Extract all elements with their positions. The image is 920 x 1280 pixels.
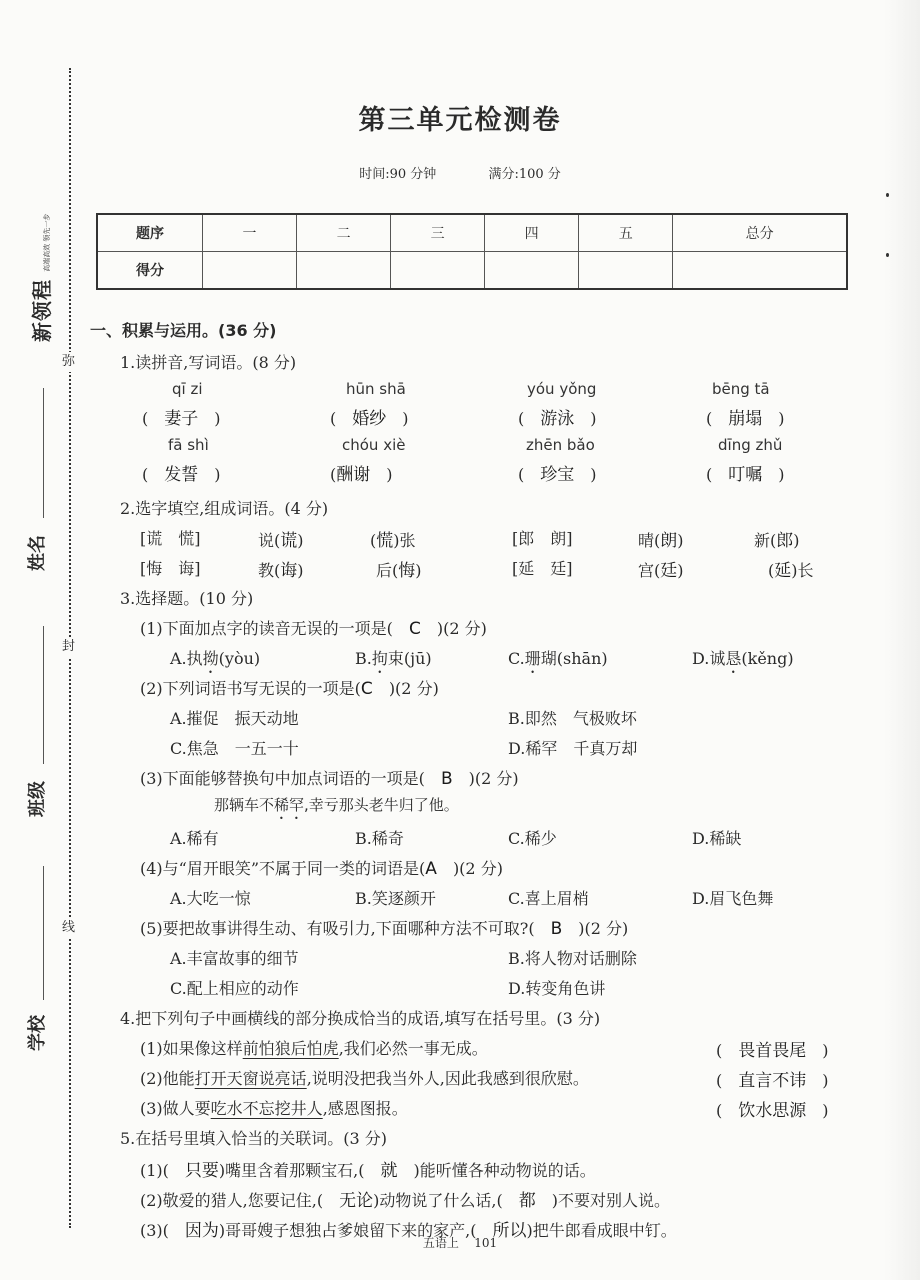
q2-row: [延 廷] (512, 559, 573, 578)
answer-box[interactable]: ( 游泳 ) (518, 409, 597, 429)
option: C.珊瑚(shān) (508, 649, 608, 668)
pinyin: hūn shā (346, 380, 406, 398)
score-cell-header: 四 (485, 214, 579, 252)
page-title: 第三单元检测卷 (358, 105, 562, 136)
time-limit: 时间:90 分钟 (359, 167, 437, 182)
q2-blank[interactable]: 宫(廷) (638, 561, 684, 581)
q3-prompt: 3.选择题。(10 分) (120, 589, 254, 608)
q2-blank[interactable]: 新(郎) (754, 531, 800, 551)
option: A.执拗(yòu) (170, 649, 261, 668)
option: C.稀少 (508, 829, 557, 848)
pinyin: chóu xiè (342, 436, 406, 454)
score-cell-header: 题序 (97, 214, 203, 252)
q1-prompt: 1.读拼音,写词语。(8 分) (120, 353, 297, 372)
score-cell-header: 一 (203, 214, 297, 252)
q2-blank[interactable]: 教(诲) (258, 561, 304, 581)
brand-logo (18, 213, 58, 342)
q4-item: (3)做人要吃水不忘挖井人,感恩图报。 (140, 1099, 408, 1118)
score-table-header-row (97, 214, 847, 252)
pinyin: dīng zhǔ (718, 436, 783, 454)
q5-item: (3)( 因为)哥哥嫂子想独占爹娘留下来的家产,( 所以)把牛郎看成眼中钉。 (140, 1221, 677, 1241)
footer-subject: 五语上 (422, 1236, 459, 1250)
answer-box[interactable]: ( 珍宝 ) (518, 465, 597, 485)
answer-box[interactable]: ( 崩塌 ) (706, 409, 785, 429)
q3-3-sentence: 那辆车不稀罕,幸亏那头老牛归了他。 (214, 796, 459, 814)
answer-box[interactable]: ( 发誓 ) (142, 465, 221, 485)
q3-2-stem: (2)下列词语书写无误的一项是(C )(2 分) (140, 679, 439, 699)
name-fill-line[interactable] (43, 388, 44, 518)
q2-blank[interactable]: 后(悔) (376, 561, 422, 581)
brand-slogan: 高端高效 领先一步 (43, 213, 51, 272)
option: C.配上相应的动作 (170, 979, 299, 998)
q2-blank[interactable]: (延)长 (768, 561, 814, 581)
option: A.稀有 (170, 829, 219, 848)
score-cell[interactable] (485, 252, 579, 290)
option: B.笑逐颜开 (355, 889, 436, 908)
option: D.稀缺 (692, 829, 742, 848)
answer-box[interactable]: ( 叮嘱 ) (706, 465, 785, 485)
option: B.将人物对话删除 (508, 949, 637, 968)
option: B.即然 气极败坏 (508, 709, 637, 728)
score-table-score-row (97, 252, 847, 290)
name-label: 姓名 (27, 535, 48, 571)
option: D.稀罕 千真万却 (508, 739, 638, 758)
q4-item: (2)他能打开天窗说亮话,说明没把我当外人,因此我感到很欣慰。 (140, 1069, 589, 1088)
option: C.焦急 一五一十 (170, 739, 299, 758)
answer-blank[interactable]: 只要 (184, 1161, 219, 1181)
answer-blank[interactable]: 因为 (184, 1221, 219, 1241)
score-cell-header: 五 (579, 214, 673, 252)
scan-speck (886, 193, 889, 197)
pinyin: zhēn bǎo (526, 436, 595, 454)
q2-blank[interactable]: 说(谎) (258, 531, 304, 551)
q2-row: [谎 慌] (140, 529, 201, 548)
answer-box[interactable]: ( 妻子 ) (142, 409, 221, 429)
pinyin: fā shì (168, 436, 209, 454)
option: A.大吃一惊 (170, 889, 251, 908)
score-cell[interactable] (579, 252, 673, 290)
page-number: 101 (474, 1236, 498, 1250)
option: D.转变角色讲 (508, 979, 606, 998)
q2-row: [郎 朗] (512, 529, 573, 548)
option: D.诚恳(kěng) (692, 649, 794, 668)
option: A.摧促 振天动地 (170, 709, 299, 728)
full-score: 满分:100 分 (488, 167, 561, 182)
q2-blank[interactable]: 晴(朗) (638, 531, 684, 551)
q5-item: (2)敬爱的猎人,您要记住,( 无论)动物说了什么话,( 都 )不要对别人说。 (140, 1191, 670, 1211)
answer-blank[interactable]: 都 (518, 1191, 536, 1211)
q2-blank[interactable]: (慌)张 (370, 531, 416, 551)
answer-blank[interactable]: B (550, 919, 563, 939)
answer-blank[interactable]: 就 (380, 1161, 398, 1181)
score-cell[interactable] (391, 252, 485, 290)
q3-1-stem: (1)下面加点字的读音无误的一项是( C )(2 分) (140, 619, 487, 639)
q4-item: (1)如果像这样前怕狼后怕虎,我们必然一事无成。 (140, 1039, 488, 1058)
school-fill-line[interactable] (43, 866, 44, 1000)
option: D.眉飞色舞 (692, 889, 774, 908)
score-cell-header: 二 (297, 214, 391, 252)
q2-prompt: 2.选字填空,组成词语。(4 分) (120, 499, 329, 518)
q3-4-stem: (4)与“眉开眼笑”不属于同一类的词语是(A )(2 分) (140, 859, 503, 879)
answer-box[interactable]: ( 婚纱 ) (330, 409, 409, 429)
option: A.丰富故事的细节 (170, 949, 299, 968)
score-cell-header: 总分 (673, 214, 847, 252)
score-cell[interactable] (673, 252, 847, 290)
brand-name: 新领程 (30, 279, 54, 342)
answer-blank[interactable]: C (360, 679, 373, 699)
option: C.喜上眉梢 (508, 889, 589, 908)
exam-meta (0, 163, 920, 182)
page-edge-shadow (884, 0, 920, 1280)
answer-blank[interactable]: 无论 (339, 1191, 374, 1211)
pinyin: qī zi (172, 380, 203, 398)
pinyin: yóu yǒng (527, 380, 597, 398)
seal-char-feng: 封 (62, 637, 75, 657)
answer-blank[interactable]: A (425, 859, 437, 879)
answer-box[interactable]: ( 直言不讳 ) (716, 1071, 829, 1091)
q2-row: [悔 诲] (140, 559, 201, 578)
option: B.拘束(jū) (355, 649, 432, 668)
seal-char-mi: 弥 (62, 352, 75, 372)
answer-box[interactable]: (酬谢 ) (330, 465, 393, 485)
q4-prompt: 4.把下列句子中画横线的部分换成恰当的成语,填写在括号里。(3 分) (120, 1009, 601, 1028)
answer-blank[interactable]: C (408, 619, 421, 639)
score-table (96, 213, 848, 290)
section-title: 一、积累与运用。(36 分) (90, 321, 277, 340)
score-cell[interactable] (203, 252, 297, 290)
class-fill-line[interactable] (43, 626, 44, 764)
answer-blank[interactable]: 所以 (492, 1221, 527, 1241)
q5-item: (1)( 只要)嘴里含着那颗宝石,( 就 )能听懂各种动物说的话。 (140, 1161, 596, 1181)
q5-prompt: 5.在括号里填入恰当的关联词。(3 分) (120, 1129, 388, 1148)
answer-blank[interactable]: B (440, 769, 453, 789)
class-label: 班级 (27, 781, 48, 817)
answer-box[interactable]: ( 畏首畏尾 ) (716, 1041, 829, 1061)
answer-box[interactable]: ( 饮水思源 ) (716, 1101, 829, 1121)
scan-speck (886, 253, 889, 257)
pinyin: bēng tā (712, 380, 770, 398)
option: B.稀奇 (355, 829, 404, 848)
seal-char-xian: 线 (62, 918, 75, 938)
page-footer (0, 1234, 920, 1251)
score-cell-header: 三 (391, 214, 485, 252)
score-cell[interactable] (297, 252, 391, 290)
q3-3-stem: (3)下面能够替换句中加点词语的一项是( B )(2 分) (140, 769, 519, 789)
score-row-label: 得分 (97, 252, 203, 290)
q3-5-stem: (5)要把故事讲得生动、有吸引力,下面哪种方法不可取?( B )(2 分) (140, 919, 629, 939)
school-label: 学校 (27, 1015, 48, 1051)
